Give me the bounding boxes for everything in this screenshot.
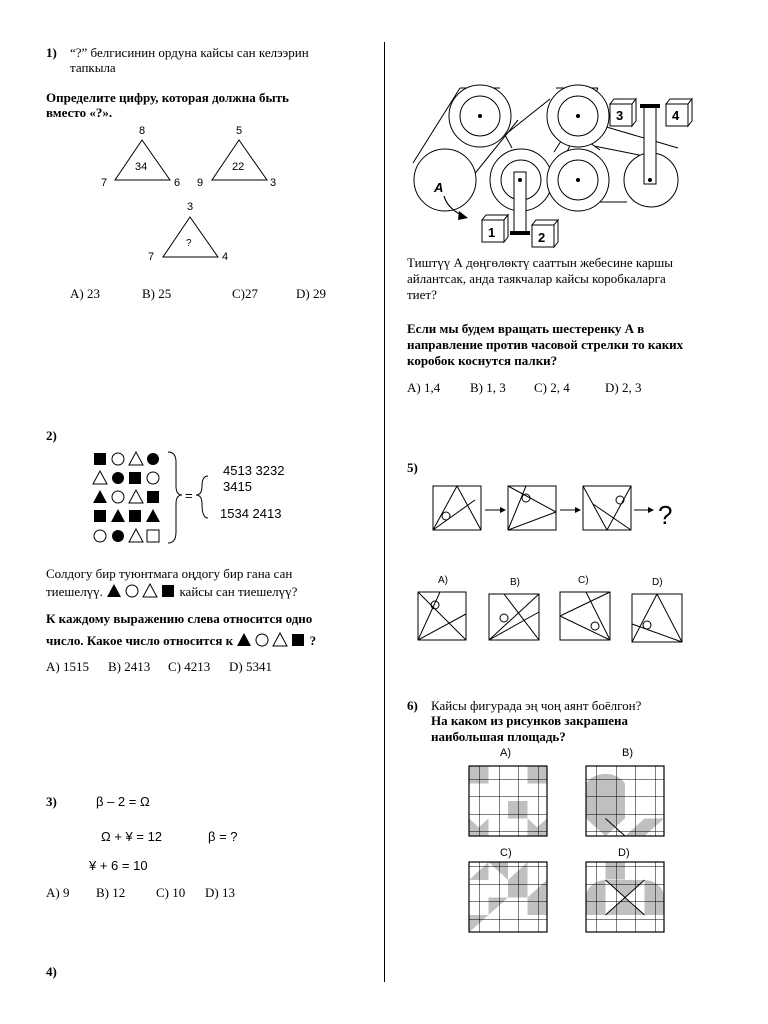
svg-text:3: 3 bbox=[616, 108, 624, 123]
question-text-ky: айлантсак, анда таякчалар кайсы коробкаларга bbox=[407, 271, 666, 286]
triangle-right-number: 4 bbox=[222, 251, 229, 263]
option-b-figure[interactable] bbox=[489, 594, 539, 640]
triangle-left-number: 7 bbox=[101, 177, 108, 189]
answer-option[interactable]: B) 12 bbox=[96, 885, 126, 900]
inline-shapes bbox=[236, 632, 306, 648]
answer-option[interactable]: A) 23 bbox=[70, 286, 100, 301]
gear-a-label: A bbox=[434, 180, 444, 195]
triangle-shape bbox=[212, 140, 267, 180]
answer-option[interactable]: C) 4213 bbox=[168, 659, 211, 674]
equation-unknown: β = ? bbox=[208, 829, 238, 844]
answer-option[interactable]: C) 10 bbox=[156, 885, 186, 900]
box-3 bbox=[610, 99, 636, 126]
answer-option[interactable]: A) 1,4 bbox=[407, 380, 441, 395]
equals-sign: = bbox=[185, 488, 193, 503]
question-text-ru: ? bbox=[309, 633, 317, 648]
question-text-ru: Определите цифру, которая должна быть bbox=[46, 90, 289, 105]
option-b-grid[interactable] bbox=[586, 766, 664, 836]
option-label: C) bbox=[500, 847, 512, 859]
triangle-shape bbox=[115, 140, 170, 180]
question-text-ru-line bbox=[46, 632, 316, 649]
equation: Ω + ¥ = 12 bbox=[101, 829, 163, 844]
answer-option[interactable]: C) 2, 4 bbox=[534, 380, 570, 395]
svg-text:4: 4 bbox=[672, 108, 680, 123]
svg-text:1: 1 bbox=[488, 225, 496, 240]
option-d-figure[interactable] bbox=[632, 594, 682, 642]
inline-shapes bbox=[106, 583, 176, 599]
answer-option[interactable]: D) 2, 3 bbox=[605, 380, 642, 395]
option-label: B) bbox=[622, 747, 633, 759]
question-text-ky: тапкыла bbox=[70, 60, 116, 75]
svg-text:2: 2 bbox=[538, 230, 546, 245]
gears-diagram bbox=[408, 80, 698, 250]
option-label: C) bbox=[578, 575, 589, 586]
triangle-center-number: 22 bbox=[232, 161, 245, 173]
option-label: A) bbox=[438, 575, 448, 586]
option-c-grid[interactable] bbox=[469, 862, 547, 933]
question-number: 4) bbox=[46, 964, 57, 979]
question-text-ky: кайсы сан тиешелүү? bbox=[179, 584, 298, 599]
question-text-ky-line bbox=[46, 583, 297, 600]
option-label: B) bbox=[510, 577, 520, 588]
option-label: D) bbox=[618, 847, 630, 859]
triangle-center-number: 34 bbox=[135, 161, 148, 173]
triangle-left-number: 9 bbox=[197, 177, 204, 189]
question-text-ru: коробок коснутся палки? bbox=[407, 353, 558, 368]
answer-option[interactable]: B) 25 bbox=[142, 286, 172, 301]
option-a-grid[interactable] bbox=[469, 766, 547, 836]
answer-option[interactable]: B) 2413 bbox=[108, 659, 151, 674]
question-number: 1) bbox=[46, 45, 57, 60]
sequence-figure bbox=[430, 484, 690, 534]
equation: β – 2 = Ω bbox=[96, 794, 150, 809]
question-text-ky: тиешелүү. bbox=[46, 584, 103, 599]
number-codes: 1534 2413 bbox=[220, 506, 282, 521]
question-text-ru: направление против часовой стрелки то каких bbox=[407, 337, 684, 352]
triangle-shape bbox=[163, 217, 218, 257]
triangle-center-number: ? bbox=[186, 238, 192, 249]
answer-option[interactable]: C)27 bbox=[232, 286, 258, 301]
question-text-ru: вместо «?». bbox=[46, 105, 113, 120]
option-label: D) bbox=[652, 577, 663, 588]
question-number: 6) bbox=[407, 698, 418, 713]
question-number: 3) bbox=[46, 794, 57, 809]
triangle-top-number: 8 bbox=[139, 125, 146, 137]
question-mark: ? bbox=[658, 500, 673, 530]
question-text-ru: Если мы будем вращать шестеренку А в bbox=[407, 321, 645, 336]
question-text-ky: Солдогу бир туюнтмага оңдогу бир гана сан bbox=[46, 566, 293, 581]
question-text-ru: На каком из рисунков закрашена bbox=[431, 713, 629, 728]
option-c-figure[interactable] bbox=[560, 592, 610, 640]
number-codes: 3415 bbox=[223, 479, 252, 494]
answer-option[interactable]: A) 9 bbox=[46, 885, 70, 900]
area-options-figure bbox=[460, 744, 680, 939]
options-figure bbox=[412, 572, 702, 646]
column-divider bbox=[384, 42, 385, 982]
answer-option[interactable]: D) 5341 bbox=[229, 659, 272, 674]
number-codes: 4513 3232 bbox=[223, 463, 285, 478]
question-text-ru: число. Какое число относится к bbox=[46, 633, 234, 648]
triangle-right-number: 6 bbox=[174, 177, 181, 189]
question-text-ru: наибольшая площадь? bbox=[431, 729, 566, 744]
option-label: A) bbox=[500, 747, 511, 759]
triangle-left-number: 7 bbox=[148, 251, 155, 263]
option-d-grid[interactable] bbox=[586, 862, 664, 932]
shapes-grid bbox=[90, 448, 225, 548]
triangle-top-number: 3 bbox=[187, 201, 194, 213]
question-number: 2) bbox=[46, 428, 57, 443]
question-text-ky: “?” белгисинин ордуна кайсы сан келээрин bbox=[70, 45, 309, 60]
question-text-ky: тиет? bbox=[407, 287, 437, 302]
box-1 bbox=[482, 215, 508, 242]
question-text-ru: К каждому выражению слева относится одно bbox=[46, 611, 313, 626]
triangle-top-number: 5 bbox=[236, 125, 243, 137]
question-text-ky: Тиштүү А дөңгөлөктү сааттын жебесине каршы bbox=[407, 255, 674, 270]
triangle-right-number: 3 bbox=[270, 177, 277, 189]
triangles-figure bbox=[90, 120, 300, 270]
answer-option[interactable]: D) 13 bbox=[205, 885, 235, 900]
box-2 bbox=[532, 220, 558, 247]
equation: ¥ + 6 = 10 bbox=[89, 858, 148, 873]
option-a-figure[interactable] bbox=[418, 592, 466, 640]
answer-option[interactable]: B) 1, 3 bbox=[470, 380, 506, 395]
box-4 bbox=[666, 99, 692, 126]
question-number: 5) bbox=[407, 460, 418, 475]
answer-option[interactable]: D) 29 bbox=[296, 286, 326, 301]
question-text-ky: Кайсы фигурада эң чоң аянт боёлгон? bbox=[431, 698, 642, 713]
answer-option[interactable]: A) 1515 bbox=[46, 659, 89, 674]
